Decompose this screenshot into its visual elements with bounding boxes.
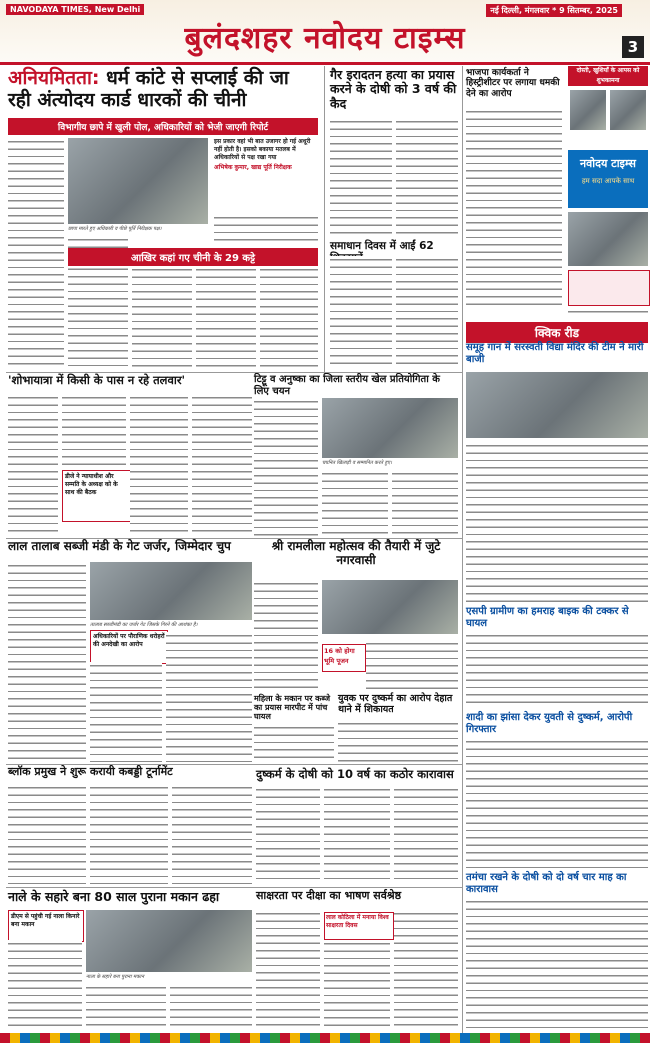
shobhayatra-body-3	[130, 394, 188, 536]
shobhayatra-headline: 'शोभायात्रा में किसी के पास न रहे तलवार'	[8, 373, 186, 387]
lead-quote	[214, 138, 318, 212]
gair-headline: गैर इरादतन हत्या का प्रयास करने के दोषी को 3 वर्ष की कैद	[330, 67, 457, 111]
tamancha-headline: तमंचा रखने के दोषी को दो वर्ष चार माह का कारावास	[466, 872, 627, 895]
dharohar-box: अधिकारियों पर पौराणिक धरोहरों की अनदेखी का आरोप	[90, 630, 168, 664]
nt-promo-tag: हम सदा आपके साथ	[581, 177, 635, 185]
shobhayatra-body-4	[192, 394, 252, 536]
dushkarm-headline: दुष्कर्म के दोषी को 10 वर्ष का कठोर कारावास	[256, 767, 454, 781]
dushkarm-body-2	[324, 786, 390, 884]
column-rule	[462, 66, 463, 1034]
lead-quote-author: अभिषेक कुमार, खाद्य पूर्ति निरीक्षक	[214, 164, 292, 171]
talab-body-1	[8, 562, 86, 762]
gair-body-1	[330, 118, 392, 236]
ramleela-photos	[322, 580, 458, 634]
ramleela-headline: श्री रामलीला महोत्सव की तैयारी में जुटे नगरवासी	[271, 539, 441, 567]
lead-body-5	[196, 266, 256, 370]
samooh-body	[466, 442, 648, 602]
lead-body-6	[260, 266, 318, 370]
kabaddi-headline: ब्लॉक प्रमुख ने शुरू करायी कबड्डी टूर्नामेंट	[8, 765, 173, 778]
nale-caption: नाला के सहारे बना पुराना मकान	[86, 974, 144, 980]
nale-body-3	[170, 984, 252, 1030]
kabaddi-body-1	[8, 784, 86, 884]
page-number: 3	[622, 36, 644, 58]
lead-body-3	[214, 214, 318, 246]
greeting-photo-1	[570, 90, 606, 130]
promo-footer	[568, 308, 648, 318]
nt-promo-box	[568, 150, 648, 208]
lead-body-1	[8, 138, 64, 370]
lead-quote-text: इस प्रकार वहां भी बात उजागर हो गई अधूरी नहीं होती है। इसको बकाया मतलब में अधिकारियों से पक्ष रखा गया	[214, 138, 311, 161]
talab-headline: लाल तालाब सब्जी मंडी के गेट जर्जर, जिम्मेदार चुप	[8, 539, 231, 553]
sakshrata-body-3	[394, 910, 458, 1030]
lead-headline	[8, 68, 318, 112]
samooh-photo	[466, 372, 648, 438]
dj-box: डीजे ने न्यायाधीश और सम्मति के अध्यक्ष को के साथ की बैठक	[62, 470, 132, 522]
tittu-photo	[322, 398, 458, 458]
lal-kothila-box: लाल कोठिला में मनाया विश्व साक्षरता दिवस	[324, 912, 394, 940]
ramleela-body-2	[366, 640, 458, 690]
bhoomi-box: 16 को होगा भूमि पूजन	[322, 644, 366, 672]
mahila-body	[254, 724, 334, 764]
lead-bar: आखिर कहां गए चीनी के 29 कट्टे	[68, 248, 318, 266]
quick-read-bar: क्विक रीड	[466, 322, 648, 343]
tittu-body-3	[392, 470, 458, 536]
sakshrata-body-2	[324, 940, 390, 1030]
dushkarm-body-1	[256, 786, 320, 884]
greeting-photo-2	[610, 90, 646, 130]
sakshrata-headline: साक्षरता पर दीक्षा का भाषण सर्वश्रेष्ठ	[256, 889, 402, 902]
greeting-banner: दोस्ती, खुशियाँ के आपस को शुभकामना	[568, 66, 648, 86]
samadhan-headline: समाधान दिवस में आईं 62	[330, 240, 434, 252]
talab-body-2	[90, 662, 162, 762]
tittu-body-2	[322, 470, 388, 536]
tittu-caption: चयनित खिलाड़ी व सम्मानित करते हुए।	[322, 460, 392, 466]
column-rule	[324, 66, 325, 372]
kabaddi-body-3	[172, 784, 252, 884]
nale-photo	[86, 910, 252, 972]
ramleela-body-1	[254, 580, 318, 690]
samadhan-body-2	[396, 256, 458, 370]
lead-subhead: विभागीय छापे में खुली पोल, अधिकारियों को भेजी जाएगी रिपोर्ट	[8, 118, 318, 135]
tittu-body-1	[254, 398, 318, 536]
ssp-body	[466, 632, 648, 708]
masthead-title: बुलंदशहर नवोदय टाइम्स	[184, 21, 466, 56]
tamancha-body	[466, 898, 648, 1030]
section-rule	[6, 372, 462, 373]
mahila-headline: महिला के मकान पर कब्जे का प्रयास मारपीट में पांच घायल	[254, 694, 331, 722]
nt-promo-logo: नवोदय टाइम्स	[580, 157, 636, 170]
samadhan-body-1	[330, 256, 392, 370]
masthead-date-line: नई दिल्ली, मंगलवार * 9 सितम्बर, 2025	[486, 4, 622, 17]
bjp-headline: भाजपा कार्यकर्ता ने हिस्ट्रीशीटर पर लगाया धमकी देने का आरोप	[466, 68, 560, 99]
kabaddi-body-2	[90, 784, 168, 884]
shobhayatra-body-2	[62, 394, 126, 466]
dehat-body	[338, 720, 458, 764]
shobhayatra-body-1	[8, 394, 58, 536]
tittu-headline: टिट्टू व अनुष्का का जिला स्तरीय खेल प्रतियोगिता के लिए चयन	[254, 374, 440, 397]
gair-body-2	[396, 118, 458, 236]
promo-photos	[568, 212, 648, 266]
shadi-headline: शादी का झांसा देकर युवती से दुष्कर्म, आरोपी गिरफ्तार	[466, 712, 633, 735]
samooh-headline: समूह गान में सरस्वती विद्या मंदिर की टीम ने मारी बाजी	[466, 342, 644, 365]
dehat-headline: युवक पर दुष्कर्म का आरोप देहात थाने में शिकायत	[338, 693, 453, 715]
talab-body-3	[166, 632, 252, 762]
lead-body-4	[132, 266, 192, 370]
nale-headline: नाले के सहारे बना 80 साल पुराना मकान ढहा	[8, 889, 220, 904]
section-rule	[6, 764, 462, 765]
lead-headline-main: धर्म कांटे से सप्लाई की जा रही अंत्योदय कार्ड धारकों की चीनी	[8, 67, 289, 111]
nale-body-1	[8, 940, 82, 1030]
ssp-headline: एसपी ग्रामीण का हमराह बाइक की टक्कर से घायल	[466, 606, 629, 629]
talab-caption: तालाब सब्जीमंडी का जर्जर गेट जिसके गिरने की आशंका है।	[90, 622, 198, 628]
nale-body-2	[86, 984, 166, 1030]
section-rule	[6, 538, 462, 539]
masthead-left-tag: NAVODAYA TIMES, New Delhi	[6, 4, 144, 15]
promo-contact	[568, 270, 650, 306]
bjp-body	[466, 108, 562, 308]
section-rule	[6, 887, 462, 888]
nale-box: डीएम से पहुंची गई नाला किनारे बना मकान	[8, 910, 84, 942]
sakshrata-body-1	[256, 910, 320, 1030]
shadi-body	[466, 738, 648, 868]
lead-photo	[68, 138, 208, 224]
talab-photo	[90, 562, 252, 620]
lead-photo-caption: छापा मारते हुए अधिकारी व पीछे पूर्ति निरीक्षक पक्ष।	[68, 226, 162, 232]
footer-color-strip	[0, 1033, 650, 1043]
dushkarm-body-3	[394, 786, 458, 884]
lead-headline-red: अनियमितता:	[8, 67, 100, 89]
